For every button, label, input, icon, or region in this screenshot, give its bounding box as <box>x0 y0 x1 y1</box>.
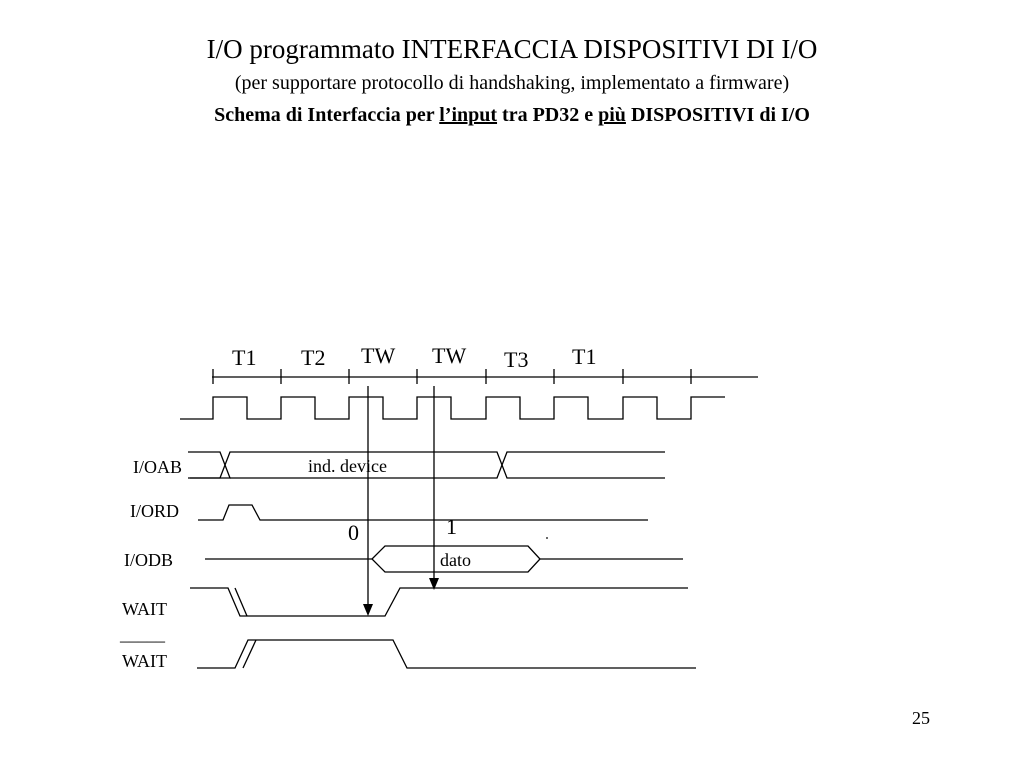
iord-signal <box>198 505 648 520</box>
signal-label-iodb: I/ODB <box>124 550 173 570</box>
wait-neg-signal <box>197 640 696 668</box>
annotation-zero: 0 <box>348 520 359 545</box>
page-number: 25 <box>912 708 930 728</box>
heading-part-1: Schema di Interfaccia per <box>214 104 440 126</box>
state-label: T1 <box>572 344 597 369</box>
slide-subtitle: (per supportare protocollo di handshaking, implementato a firmware) <box>234 72 790 94</box>
heading-underlined-input: l’input <box>439 104 498 126</box>
state-label: T2 <box>301 345 326 370</box>
signal-label-iord: I/ORD <box>130 501 179 521</box>
ioab-signal <box>188 452 665 478</box>
annotation-dato: dato <box>440 550 471 570</box>
state-label: T3 <box>504 347 529 372</box>
state-label: TW <box>361 343 396 368</box>
wait-signal <box>190 588 688 616</box>
signal-label-wait-overbar: _____ <box>120 624 165 644</box>
heading-part-3: DISPOSITIVI di I/O <box>625 104 810 126</box>
signal-label-wait-neg: WAIT <box>122 651 167 671</box>
arrowhead-0 <box>363 604 373 616</box>
signal-label-wait: WAIT <box>122 599 167 619</box>
annotation-ind-device: ind. device <box>308 456 387 476</box>
state-label: T1 <box>232 345 257 370</box>
dot-marker <box>546 537 548 539</box>
annotation-one: 1 <box>446 514 457 539</box>
slide-title: I/O programmato INTERFACCIA DISPOSITIVI DI I/O <box>206 34 818 64</box>
clock-signal <box>180 397 725 419</box>
heading-part-2: tra PD32 e <box>497 104 599 126</box>
heading-underlined-piu: più <box>598 104 626 126</box>
signal-label-ioab: I/OAB <box>133 457 182 477</box>
state-label: TW <box>432 343 467 368</box>
